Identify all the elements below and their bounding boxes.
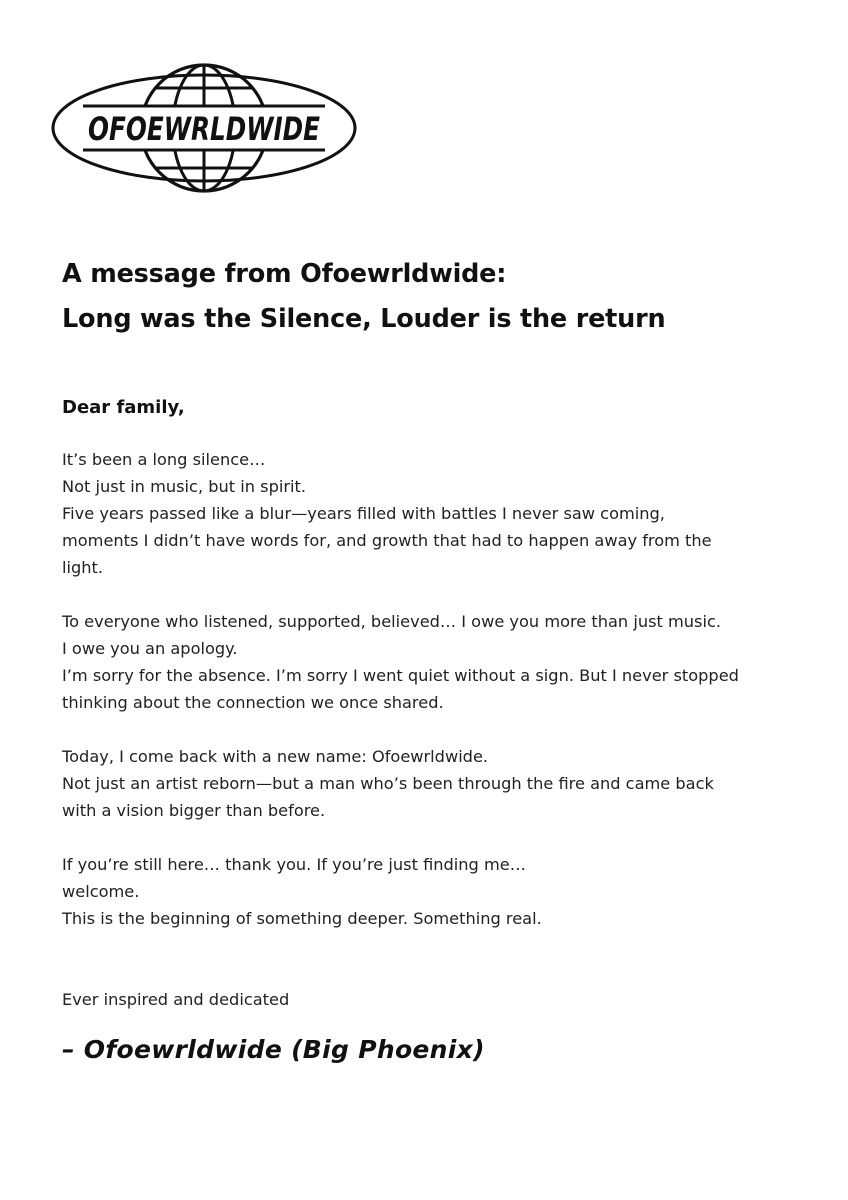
paragraph-line: I’m sorry for the absence. I’m sorry I went quiet without a sign. But I never stopped (62, 666, 739, 685)
paragraph-line: This is the beginning of something deeper. Something real. (62, 909, 542, 928)
page-title (62, 252, 822, 342)
globe-logo-icon (48, 60, 360, 196)
paragraph-line: moments I didn’t have words for, and growth that had to happen away from the (62, 531, 712, 550)
title-line-1: A message from Ofoewrldwide: (62, 259, 507, 289)
brand-logo (48, 60, 360, 196)
paragraph-line: Not just in music, but in spirit. (62, 477, 307, 496)
title-line-2: Long was the Silence, Louder is the return (62, 304, 666, 334)
paragraph-2 (62, 608, 802, 716)
paragraph-line: with a vision bigger than before. (62, 801, 326, 820)
paragraph-line: Not just an artist reborn—but a man who’s been through the fire and came back (62, 774, 714, 793)
signature: – Ofoewrldwide (Big Phoenix) (62, 1035, 485, 1064)
paragraph-1 (62, 446, 802, 581)
closing-line: Ever inspired and dedicated (62, 990, 290, 1009)
paragraph-line: I owe you an apology. (62, 639, 238, 658)
paragraph-4 (62, 851, 802, 932)
paragraph-line: It’s been a long silence… (62, 450, 266, 469)
paragraph-line: Five years passed like a blur—years filled with battles I never saw coming, (62, 504, 665, 523)
paragraph-line: Today, I come back with a new name: Ofoewrldwide. (62, 747, 489, 766)
letter-body (62, 446, 802, 959)
paragraph-line: If you’re still here… thank you. If you’re just finding me… (62, 855, 526, 874)
paragraph-3 (62, 743, 802, 824)
paragraph-line: welcome. (62, 882, 140, 901)
paragraph-line: light. (62, 558, 104, 577)
paragraph-line: thinking about the connection we once shared. (62, 693, 444, 712)
logo-wordmark: OFOEWRLDWIDE (88, 110, 321, 148)
salutation: Dear family, (62, 397, 185, 418)
paragraph-line: To everyone who listened, supported, believed… I owe you more than just music. (62, 612, 722, 631)
